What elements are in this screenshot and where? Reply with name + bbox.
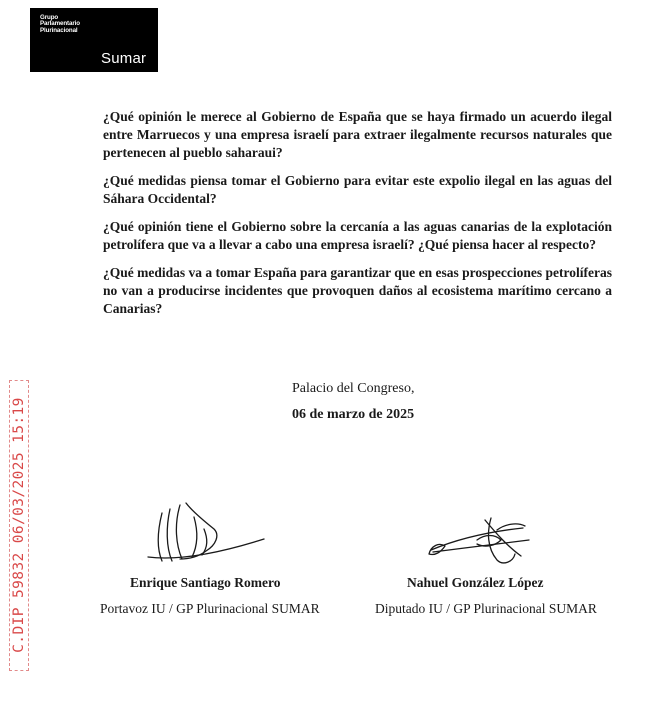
- signer-1-role: Portavoz IU / GP Plurinacional SUMAR: [100, 601, 320, 616]
- logo-group-line-3: Plurinacional: [40, 26, 78, 34]
- signature-1-image: [140, 495, 270, 577]
- sumar-logo: [30, 8, 158, 72]
- question-1: ¿Qué opinión le merece al Gobierno de España que se haya firmado un acuerdo ilegal entre Marruecos y una empresa israelí para extraer ilegalmente recursos naturales que pertenecen al pueblo saharaui?: [103, 109, 612, 160]
- signer-2-role: Diputado IU / GP Plurinacional SUMAR: [375, 601, 597, 616]
- signature-2-image: [425, 510, 540, 570]
- question-3: ¿Qué opinión tiene el Gobierno sobre la cercanía a las aguas canarias de la explotación petrolífera que va a llevar a cabo una empresa israelí? ¿Qué piensa hacer al respecto?: [103, 219, 612, 252]
- question-4: ¿Qué medidas va a tomar España para garantizar que en esas prospecciones petrolíferas no van a producirse incidentes que provoquen daños al ecosistema marítimo cercano a Canarias?: [103, 265, 612, 316]
- question-2: ¿Qué medidas piensa tomar el Gobierno para evitar este expolio ilegal en las aguas del Sáhara Occidental?: [103, 173, 612, 206]
- logo-group-line-2: Parlamentario: [40, 20, 80, 28]
- signer-2-name: Nahuel González López: [407, 575, 544, 590]
- logo-group-line-1: Grupo: [40, 14, 59, 21]
- place: Palacio del Congreso,: [292, 381, 415, 396]
- date: 06 de marzo de 2025: [292, 407, 415, 422]
- logo-name: Sumar: [101, 50, 147, 67]
- signer-1-name: Enrique Santiago Romero: [130, 575, 281, 590]
- logo-group-name: [40, 15, 80, 34]
- questions-section: [103, 108, 612, 328]
- registry-stamp: C.DIP 59832 06/03/2025 15:19: [11, 397, 27, 653]
